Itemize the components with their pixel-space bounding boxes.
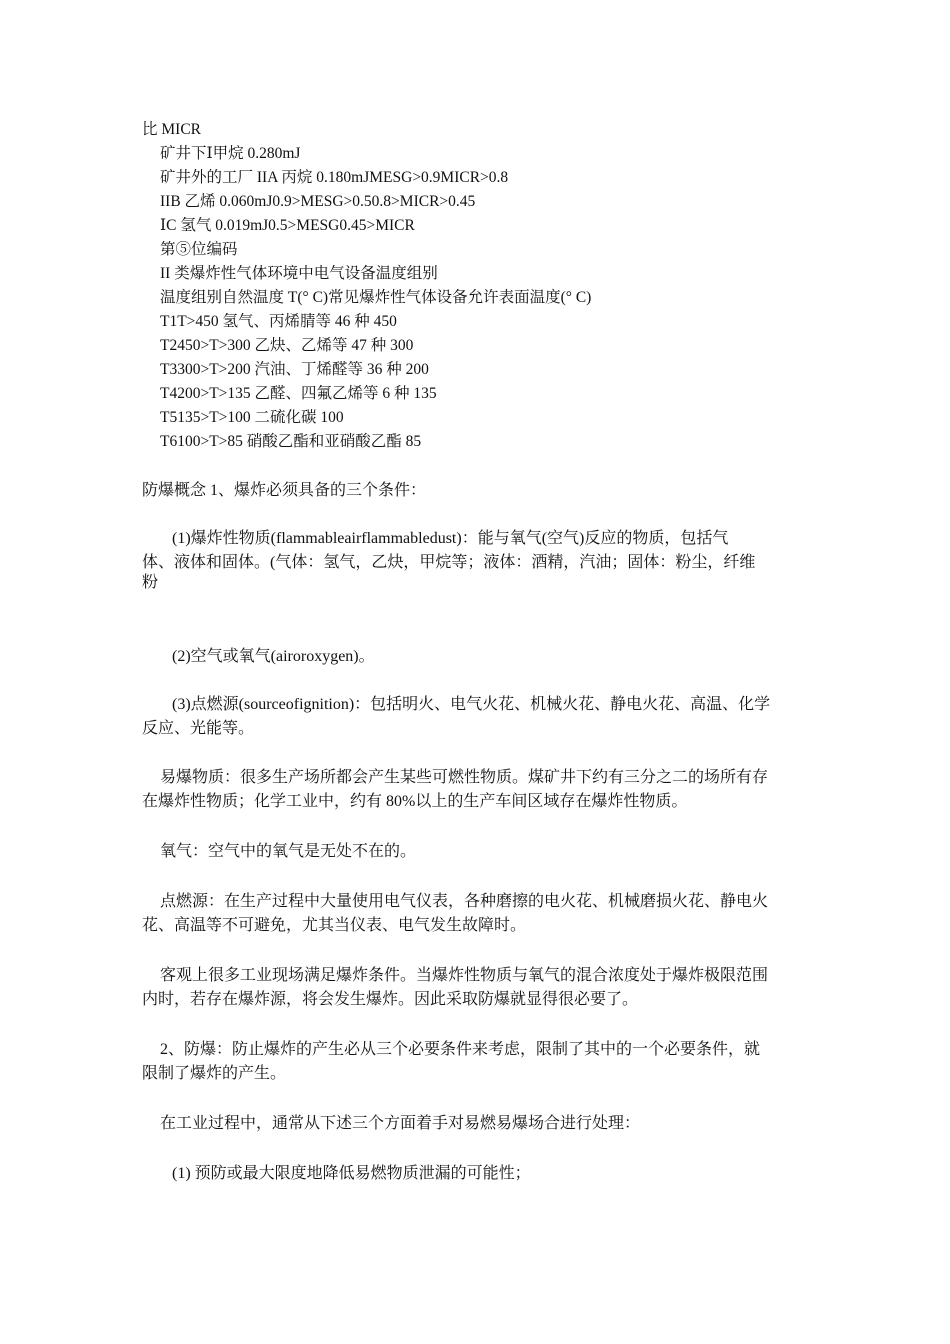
ignition-para-line1: 点燃源：在生产过程中大量使用电气仪表，各种磨擦的电火花、机械磨损火花、静电火	[160, 893, 769, 910]
ignition-para-line2: 花、高温等不可避免，尤其当仪表、电气发生故障时。	[142, 917, 527, 934]
fifth-code-label: 第⑤位编码	[160, 241, 238, 258]
group-iia-propane: 矿井外的工厂 IIA 丙烷 0.180mJMESG>0.9MICR>0.8	[160, 169, 509, 186]
condition-1-line3: 粉	[142, 574, 159, 591]
measure-item-1: (1) 预防或最大限度地降低易燃物质泄漏的可能性；	[172, 1165, 531, 1182]
condition-3-line2: 反应、光能等。	[142, 720, 255, 737]
group-i-methane: 矿井下Ⅰ甲烷 0.280mJ	[160, 145, 301, 162]
temp-group-header: 温度组别自然温度 T(° C)常见爆炸性气体设备允许表面温度(° C)	[160, 289, 592, 306]
temp-group-t3: T3300>T>200 汽油、丁烯醛等 36 种 200	[160, 361, 429, 378]
process-para: 在工业过程中，通常从下述三个方面着手对易燃易爆场合进行处理：	[160, 1115, 641, 1132]
explosive-para-line2: 在爆炸性物质；化学工业中，约有 80%以上的生产车间区域存在爆炸性物质。	[142, 793, 688, 810]
condition-2: (2)空气或氧气(airoroxygen)。	[172, 648, 375, 665]
condition-1-line2: 体、液体和固体。(气体：氢气，乙炔，甲烷等；液体：酒精，汽油；固体：粉尘，纤维	[142, 554, 756, 571]
protection-para-line1: 2、防爆：防止爆炸的产生必从三个必要条件来考虑，限制了其中的一个必要条件，就	[160, 1041, 761, 1058]
group-iib-ethylene: IIB 乙烯 0.060mJ0.9>MESG>0.50.8>MICR>0.45	[160, 193, 476, 210]
objective-para-line2: 内时，若存在爆炸源，将会发生爆炸。因此采取防爆就显得很必要了。	[142, 991, 639, 1008]
condition-3-line1: (3)点燃源(sourceofignition)：包括明火、电气火花、机械火花、静电火花、高温、化学	[172, 696, 771, 713]
section-heading: 防爆概念 1、爆炸必须具备的三个条件：	[142, 482, 427, 499]
objective-para-line1: 客观上很多工业现场满足爆炸条件。当爆炸性物质与氧气的混合浓度处于爆炸极限范围	[160, 967, 769, 984]
protection-para-line2: 限制了爆炸的产生。	[142, 1065, 287, 1082]
group-iic-hydrogen: ⅠC 氢气 0.019mJ0.5>MESG0.45>MICR	[160, 217, 415, 234]
temp-group-t2: T2450>T>300 乙炔、乙烯等 47 种 300	[160, 337, 414, 354]
temp-group-t4: T4200>T>135 乙醛、四氟乙烯等 6 种 135	[160, 385, 437, 402]
temp-group-title: II 类爆炸性气体环境中电气设备温度组别	[160, 265, 438, 282]
oxygen-para: 氧气：空气中的氧气是无处不在的。	[160, 843, 417, 860]
explosive-para-line1: 易爆物质：很多生产场所都会产生某些可燃性物质。煤矿井下约有三分之二的场所有存	[160, 769, 769, 786]
temp-group-t5: T5135>T>100 二硫化碳 100	[160, 409, 344, 426]
temp-group-t6: T6100>T>85 硝酸乙酯和亚硝酸乙酯 85	[160, 433, 422, 450]
temp-group-t1: T1T>450 氢气、丙烯腈等 46 种 450	[160, 313, 397, 330]
micr-label: 比 MICR	[142, 121, 201, 138]
condition-1-line1: (1)爆炸性物质(flammableairflammabledust)：能与氧气(空气)反应的物质，包括气	[172, 530, 729, 547]
